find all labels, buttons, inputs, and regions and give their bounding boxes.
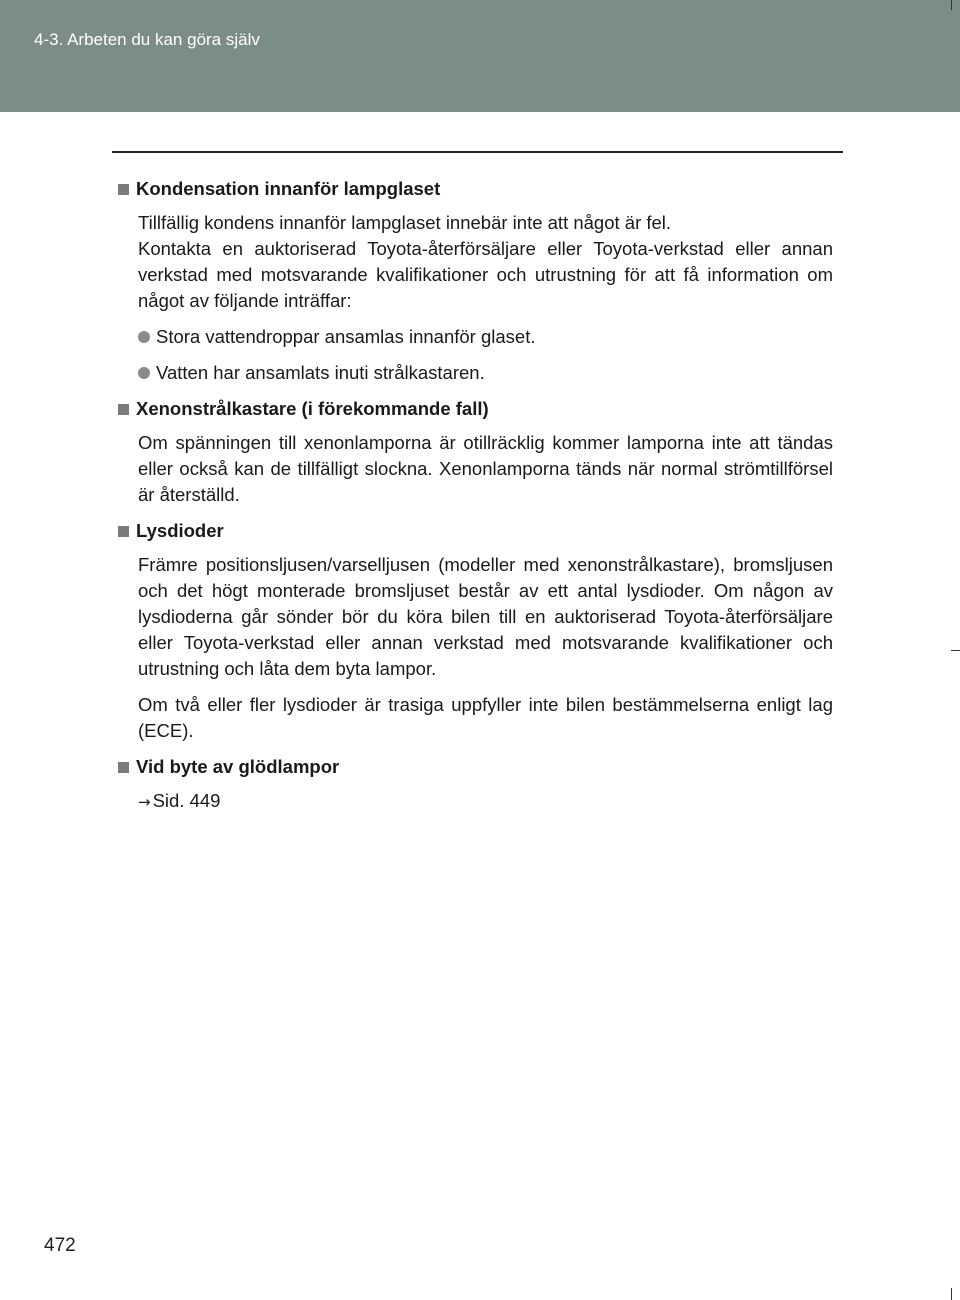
- square-bullet-icon: [118, 184, 129, 195]
- square-bullet-icon: [118, 762, 129, 773]
- crop-mark: [951, 0, 952, 10]
- top-divider: [112, 151, 843, 153]
- paragraph: Om två eller fler lysdioder är trasiga uppfyller inte bilen bestämmelserna enligt lag (ECE).: [138, 694, 833, 741]
- paragraph: Kontakta en auktoriserad Toyota-återförsäljare eller Toyota-verkstad eller annan verkstad med motsvarande kvalifikationer och utrustning för att få information om något av följande inträffar:: [138, 238, 833, 311]
- page-content: [118, 176, 833, 825]
- section-heading: Xenonstrålkastare (i förekommande fall): [118, 396, 833, 422]
- paragraph: Om spänningen till xenonlamporna är otillräcklig kommer lamporna inte att tändas eller också kan de tillfälligt slockna. Xenonlamporna tänds när normal strömtillförsel är återställd.: [138, 432, 833, 505]
- round-bullet-icon: [138, 367, 150, 379]
- paragraph: Tillfällig kondens innanför lampglaset innebär inte att något är fel.: [138, 212, 672, 233]
- section-heading: Kondensation innanför lampglaset: [118, 176, 833, 202]
- paragraph: Främre positionsljusen/varselljusen (modeller med xenonstrålkastare), bromsljusen och det högt monterade bromsljuset består av ett antal lysdioder. Om någon av lysdioderna går sönder bör du köra bilen till en auktoriserad Toyota-återförsäljare eller Toyota-verkstad eller annan verkstad med motsvarande kvalifikationer och utrustning och låta dem byta lampor.: [138, 554, 833, 679]
- crop-mark: [951, 1288, 952, 1300]
- crop-mark: [951, 650, 960, 651]
- round-bullet-icon: [138, 331, 150, 343]
- page-number: 472: [44, 1235, 76, 1256]
- section-heading: Vid byte av glödlampor: [118, 754, 833, 780]
- square-bullet-icon: [118, 526, 129, 537]
- reference-text: Sid. 449: [152, 790, 221, 811]
- section-heading: Lysdioder: [118, 518, 833, 544]
- page-header-band: [0, 0, 960, 112]
- section-title: 4-3. Arbeten du kan göra själv: [34, 30, 260, 49]
- list-item: Stora vattendroppar ansamlas innanför glaset.: [138, 324, 833, 350]
- page-reference[interactable]: [138, 788, 833, 815]
- arrow-right-icon: →: [138, 793, 151, 811]
- square-bullet-icon: [118, 404, 129, 415]
- list-item: Vatten har ansamlats inuti strålkastaren.: [138, 360, 833, 386]
